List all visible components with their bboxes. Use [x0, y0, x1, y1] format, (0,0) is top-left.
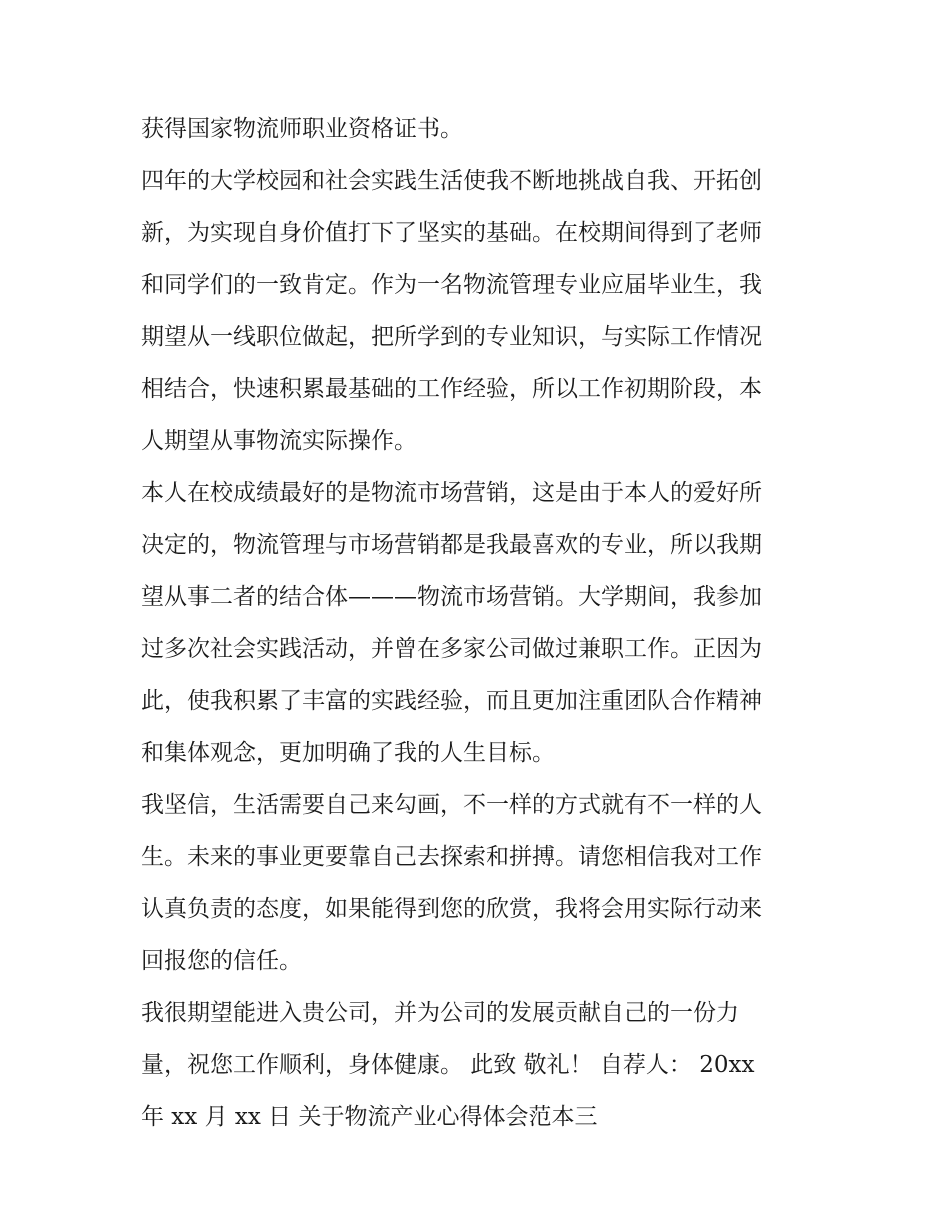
document-body — [141, 103, 821, 1143]
text-line: 和集体观念，更加明确了我的人生目标。 — [141, 740, 555, 766]
text-line: 过多次社会实践活动，并曾在多家公司做过兼职工作。正因为 — [141, 636, 762, 662]
text-line: 四年的大学校园和社会实践生活使我不断地挑战自我、开拓创 — [141, 168, 762, 194]
text-line: 年 xx 月 xx 日 关于物流产业心得体会范本三 — [141, 1104, 598, 1130]
text-line: 人期望从事物流实际操作。 — [141, 428, 417, 454]
text-line: 望从事二者的结合体———物流市场营销。大学期间，我参加 — [141, 584, 762, 610]
text-line: 和同学们的一致肯定。作为一名物流管理专业应届毕业生，我 — [141, 272, 762, 298]
text-line: 新，为实现自身价值打下了坚实的基础。在校期间得到了老师 — [141, 220, 762, 246]
text-line: 决定的，物流管理与市场营销都是我最喜欢的专业，所以我期 — [141, 532, 762, 558]
text-line: 此，使我积累了丰富的实践经验，而且更加注重团队合作精神 — [141, 688, 762, 714]
text-line: 认真负责的态度，如果能得到您的欣赏，我将会用实际行动来 — [141, 896, 762, 922]
text-line: 回报您的信任。 — [141, 948, 302, 974]
text-line: 我坚信，生活需要自己来勾画，不一样的方式就有不一样的人 — [141, 792, 762, 818]
text-line: 我很期望能进入贵公司，并为公司的发展贡献自己的一份力 — [141, 1000, 739, 1026]
text-line: 相结合，快速积累最基础的工作经验，所以工作初期阶段，本 — [141, 376, 762, 402]
text-line: 量，祝您工作顺利，身体健康。 此致 敬礼！ 自荐人： 20xx — [141, 1052, 755, 1078]
text-line: 获得国家物流师职业资格证书。 — [141, 116, 463, 142]
text-line: 生。未来的事业更要靠自己去探索和拼搏。请您相信我对工作 — [141, 844, 762, 870]
text-line: 期望从一线职位做起，把所学到的专业知识，与实际工作情况 — [141, 324, 762, 350]
text-line: 本人在校成绩最好的是物流市场营销，这是由于本人的爱好所 — [141, 480, 762, 506]
